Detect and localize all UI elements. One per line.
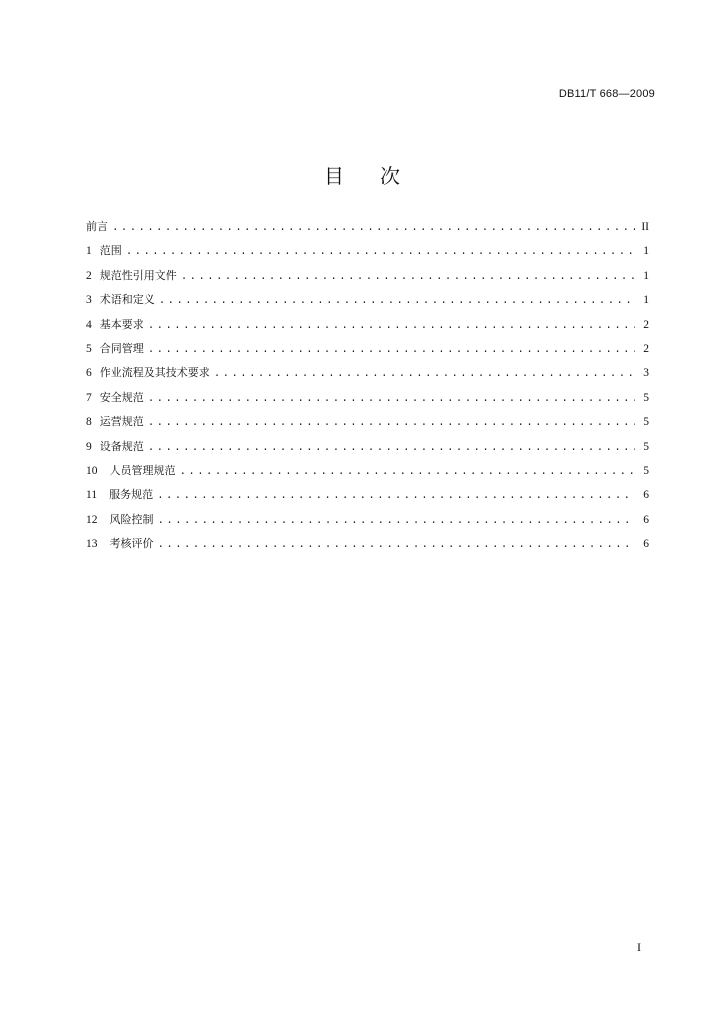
toc-entry-label: 基本要求 xyxy=(99,317,144,331)
toc-entry-6[interactable] xyxy=(86,364,649,388)
toc-dot-leader xyxy=(126,246,635,258)
toc-entry-number: 4 xyxy=(86,318,92,331)
toc-entry-4[interactable] xyxy=(86,316,649,340)
toc-entry-page: 5 xyxy=(643,440,649,453)
toc-entry-page: 2 xyxy=(643,318,649,331)
toc-dot-leader xyxy=(180,466,636,478)
toc-entry-label: 规范性引用文件 xyxy=(99,268,177,282)
toc-entry-9[interactable] xyxy=(86,438,649,462)
toc-entry-2[interactable] xyxy=(86,267,649,291)
toc-entry-page: 6 xyxy=(643,538,649,551)
toc-entry-page: 1 xyxy=(643,294,649,307)
toc-entry-page: 6 xyxy=(643,489,649,502)
document-code: DB11/T 668—2009 xyxy=(558,88,655,100)
toc-dot-leader xyxy=(148,417,635,429)
toc-entry-label: 范围 xyxy=(99,244,122,258)
toc-entry-label: 人员管理规范 xyxy=(109,463,176,477)
toc-entry-page: II xyxy=(641,221,649,233)
toc-entry-5[interactable] xyxy=(86,340,649,364)
toc-entry-label: 安全规范 xyxy=(99,390,144,404)
toc-entry-number: 13 xyxy=(86,538,98,551)
toc-entry-number: 7 xyxy=(86,391,92,404)
toc-dot-leader xyxy=(181,271,635,283)
toc-entry-11[interactable] xyxy=(86,486,649,510)
toc-dot-leader xyxy=(214,368,635,380)
toc-entry-foreword[interactable] xyxy=(86,218,649,242)
toc-dot-leader xyxy=(148,393,635,405)
toc-entry-label: 作业流程及其技术要求 xyxy=(99,366,210,380)
toc-entry-label: 术语和定义 xyxy=(99,293,155,307)
toc-entry-page: 5 xyxy=(643,391,649,404)
toc-dot-leader xyxy=(148,320,635,332)
table-of-contents xyxy=(86,218,649,559)
toc-entry-page: 5 xyxy=(643,416,649,429)
toc-dot-leader xyxy=(159,295,635,307)
toc-entry-number: 8 xyxy=(86,416,92,429)
page-number: I xyxy=(637,940,641,954)
toc-dot-leader xyxy=(158,539,636,551)
toc-entry-page: 2 xyxy=(643,342,649,355)
toc-entry-1[interactable] xyxy=(86,242,649,266)
toc-entry-13[interactable] xyxy=(86,535,649,559)
toc-entry-10[interactable] xyxy=(86,462,649,486)
toc-entry-12[interactable] xyxy=(86,511,649,535)
toc-entry-label: 前言 xyxy=(86,220,108,233)
toc-entry-7[interactable] xyxy=(86,389,649,413)
toc-entry-8[interactable] xyxy=(86,413,649,437)
toc-entry-page: 5 xyxy=(643,464,649,477)
toc-dot-leader xyxy=(148,344,635,356)
toc-entry-label: 设备规范 xyxy=(99,439,144,453)
toc-entry-page: 3 xyxy=(643,367,649,380)
toc-entry-label: 风险控制 xyxy=(109,512,154,526)
toc-entry-label: 考核评价 xyxy=(109,537,154,551)
toc-entry-label: 运营规范 xyxy=(99,415,144,429)
toc-entry-number: 12 xyxy=(86,513,98,526)
toc-entry-3[interactable] xyxy=(86,291,649,315)
toc-dot-leader xyxy=(157,490,635,502)
toc-dot-leader xyxy=(158,515,636,527)
toc-entry-number: 6 xyxy=(86,367,92,380)
toc-entry-label: 服务规范 xyxy=(109,488,154,502)
toc-entry-label: 合同管理 xyxy=(99,341,144,355)
toc-entry-page: 1 xyxy=(643,245,649,258)
toc-entry-number: 9 xyxy=(86,440,92,453)
toc-entry-number: 3 xyxy=(86,294,92,307)
toc-entry-number: 1 xyxy=(86,245,92,258)
toc-entry-number: 10 xyxy=(86,464,98,477)
toc-entry-number: 5 xyxy=(86,342,92,355)
toc-entry-number: 2 xyxy=(86,269,92,282)
toc-title: 目次 xyxy=(324,164,436,188)
toc-dot-leader xyxy=(148,442,635,454)
toc-dot-leader xyxy=(112,222,635,234)
toc-entry-number: 11 xyxy=(86,489,98,502)
toc-entry-page: 1 xyxy=(643,269,649,282)
toc-entry-page: 6 xyxy=(643,513,649,526)
